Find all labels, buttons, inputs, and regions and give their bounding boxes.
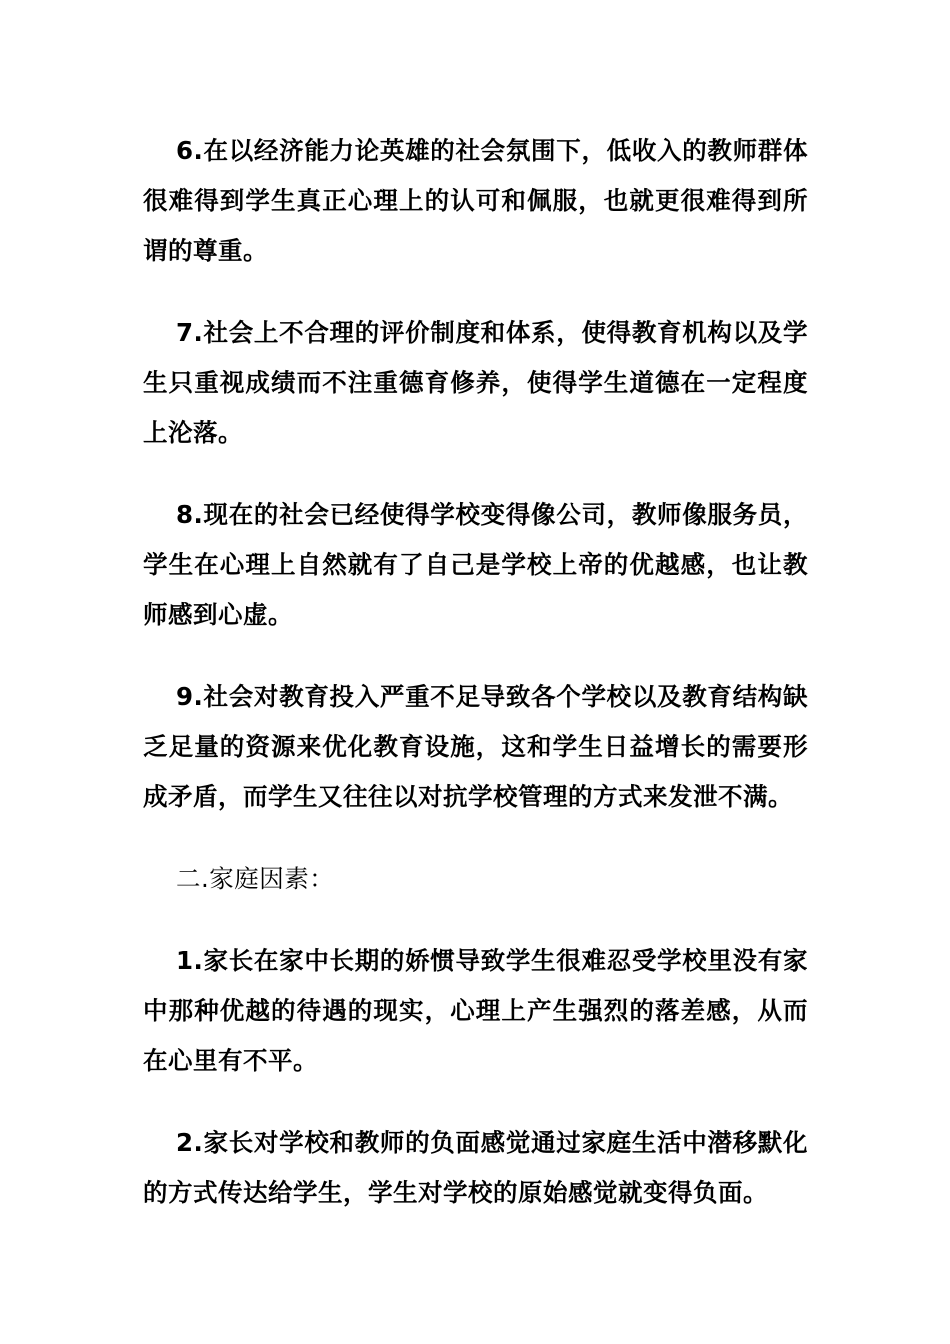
paragraph-item-1: 1.家长在家中长期的娇惯导致学生很难忍受学校里没有家中那种优越的待遇的现实，心理上产生强烈的落差感，从而在心里有不平。: [143, 946, 808, 1075]
paragraph-item-8: 8.现在的社会已经使得学校变得像公司，教师像服务员，学生在心理上自然就有了自己是学校上帝的优越感，也让教师感到心虚。: [143, 500, 808, 629]
document-body: [143, 126, 808, 1250]
paragraph-item-2: 2.家长对学校和教师的负面感觉通过家庭生活中潜移默化的方式传达给学生，学生对学校的原始感觉就变得负面。: [143, 1128, 808, 1207]
paragraph-item-7: 7.社会上不合理的评价制度和体系，使得教育机构以及学生只重视成绩而不注重德育修养，使得学生道德在一定程度上沦落。: [143, 318, 808, 447]
section-heading-family-factors: 二.家庭因素：: [176, 864, 335, 893]
paragraph-item-6: 6.在以经济能力论英雄的社会氛围下，低收入的教师群体很难得到学生真正心理上的认可和佩服，也就更很难得到所谓的尊重。: [143, 136, 808, 265]
paragraph-item-9: 9.社会对教育投入严重不足导致各个学校以及教育结构缺乏足量的资源来优化教育设施，这和学生日益增长的需要形成矛盾，而学生又往往以对抗学校管理的方式来发泄不满。: [143, 682, 808, 811]
